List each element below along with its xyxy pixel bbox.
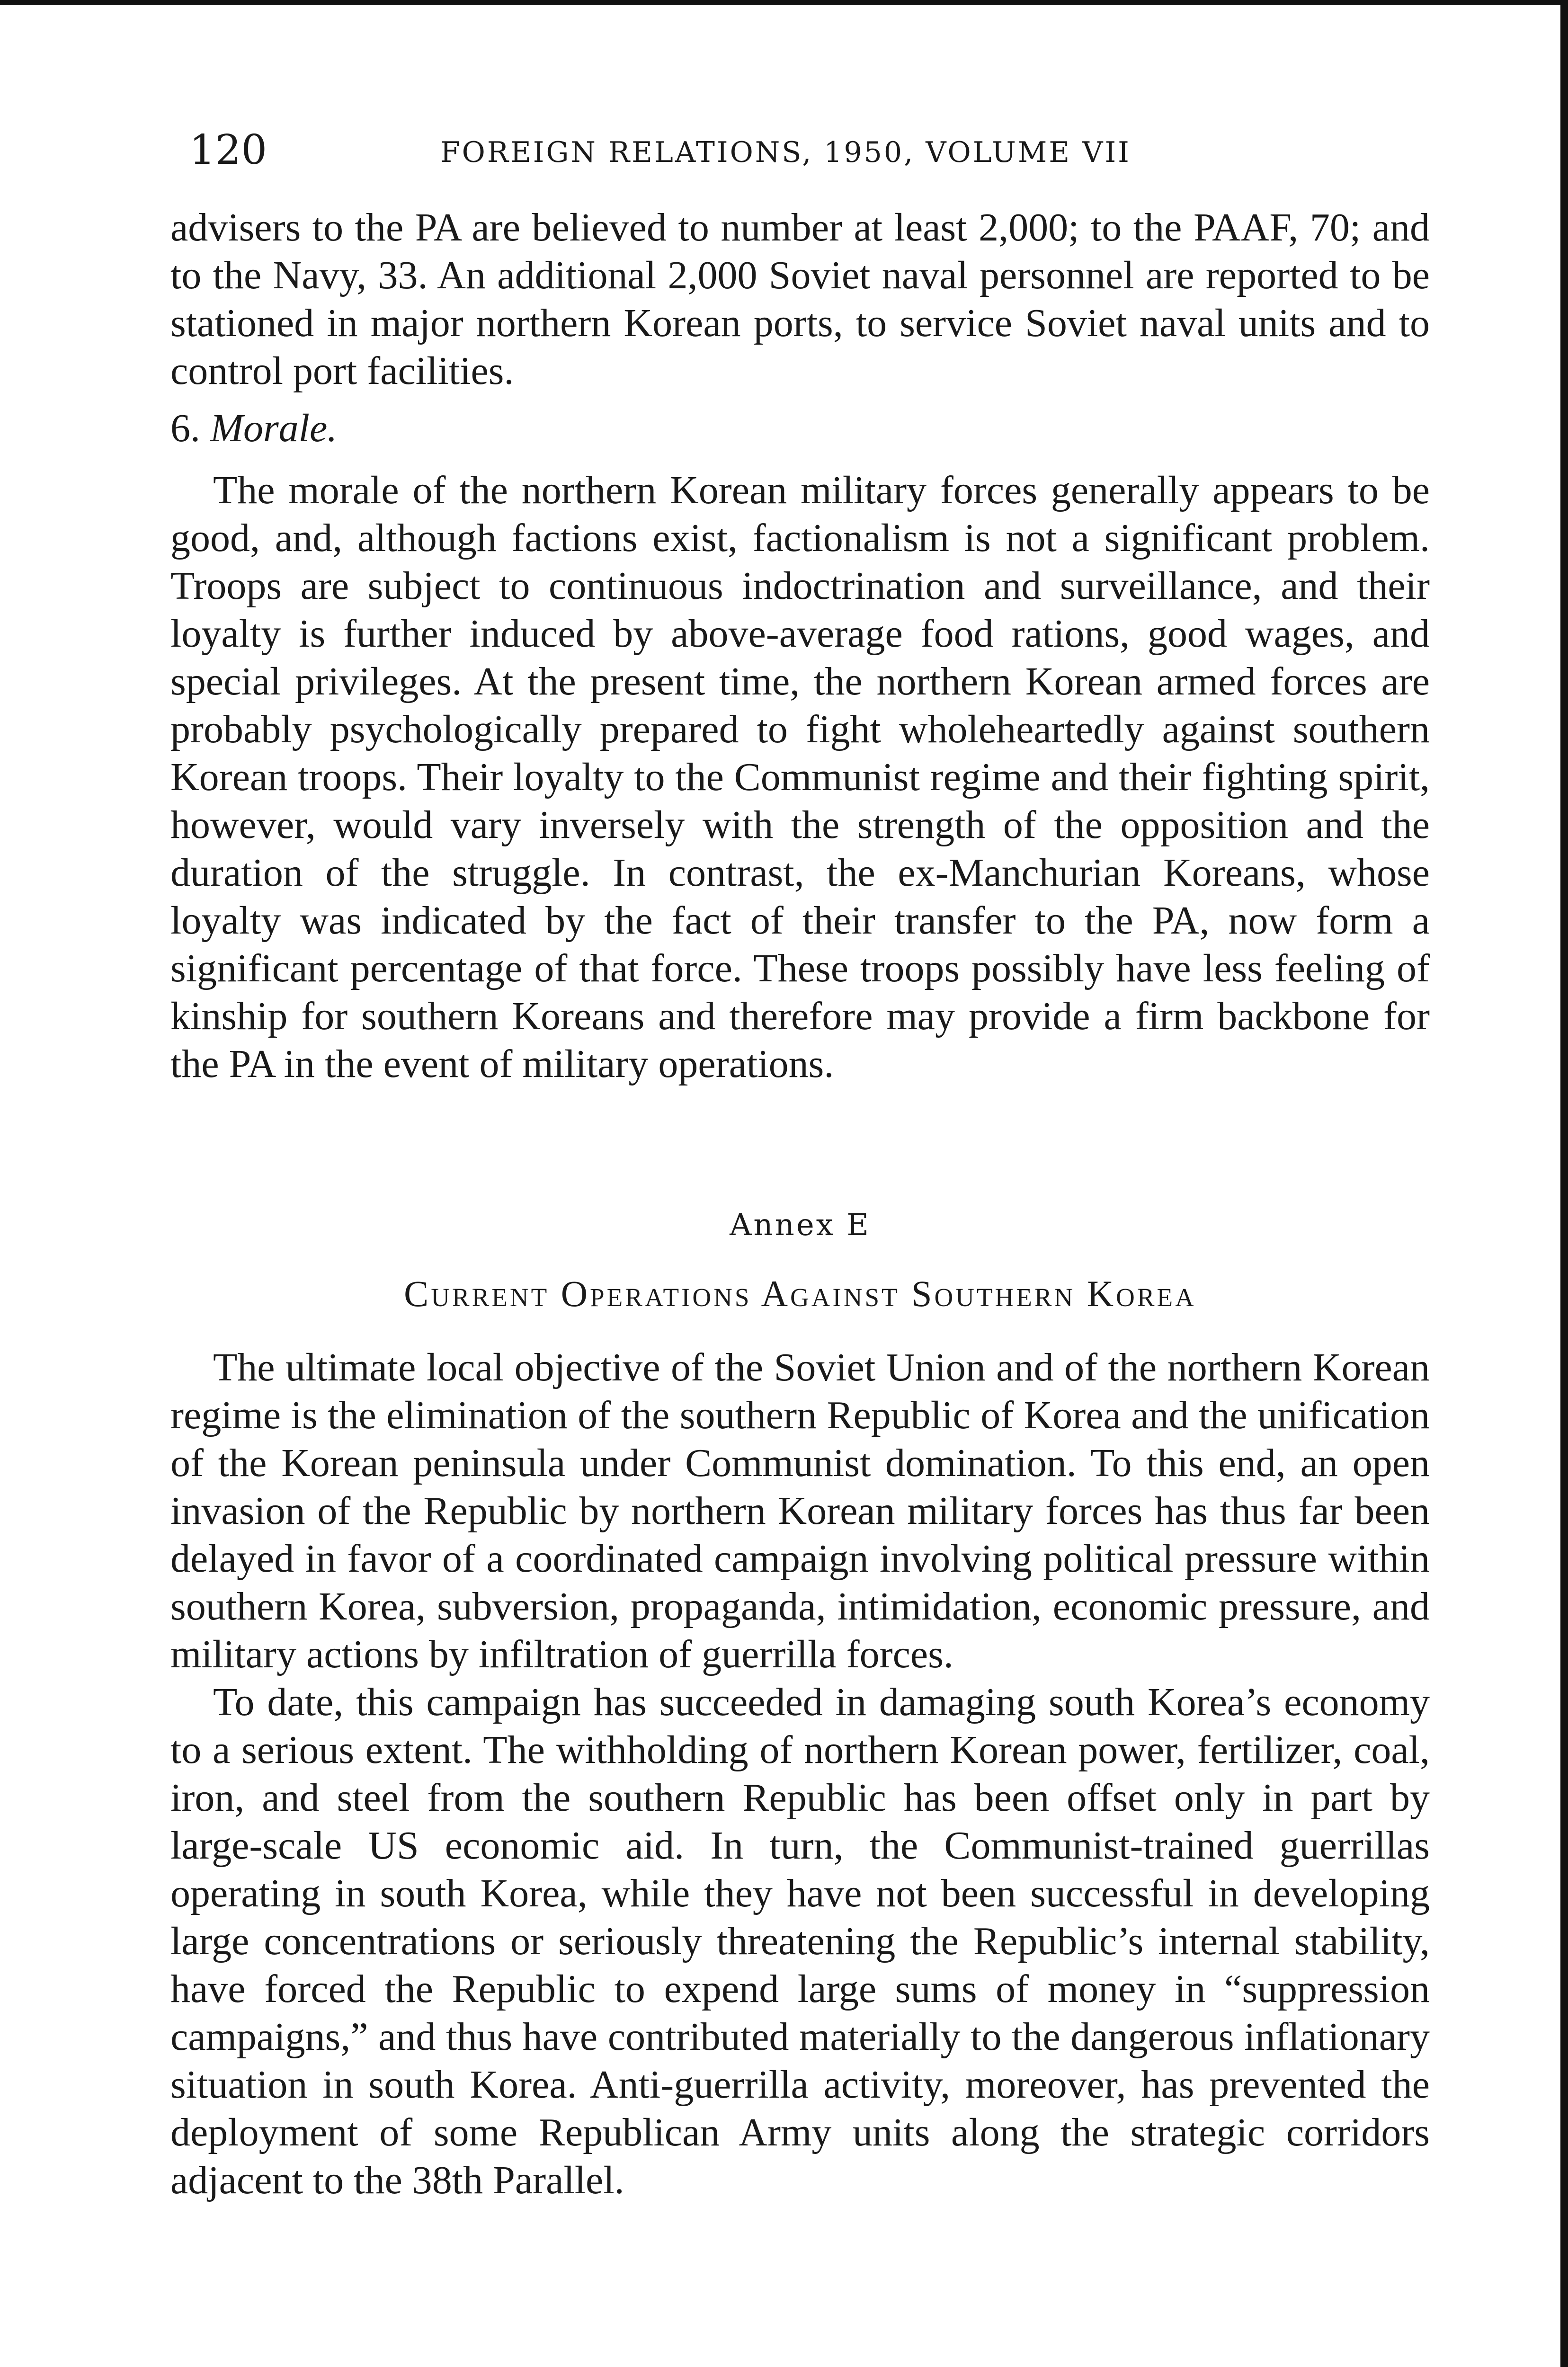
section-number: 6. [170,406,200,450]
page-number: 120 [189,126,267,174]
page-body [170,204,1430,2204]
paragraph-annex-2: To date, this campaign has succeeded in damaging south Korea’s economy to a serious extent. The withholding of northern Korean power, fertilizer, coal, iron, and steel from the southern Republic has been offset only in part by large-scale US economic aid. In turn, the Communist-trained guerrillas operating in south Korea, while they have not been successful in developing large concentrations or seriously threatening the Republic’s internal stability, have forced the Republic to expend large sums of money in “suppression campaigns,” and thus have contributed materially to the dangerous inflationary situation in south Korea. Anti-guerrilla activity, moreover, has prevented the deployment of some Republican Army units along the strategic corridors adjacent to the 38th Parallel. [170,1680,1430,2202]
paragraph-annex-1: The ultimate local objective of the Soviet Union and of the northern Korean regime is the elimination of the southern Republic of Korea and the unification of the Korean peninsula under Communist domination. To this end, an open invasion of the Republic by northern Korean military forces has thus far been delayed in favor of a coordinated campaign involving political pressure within southern Korea, subversion, propaganda, intimidation, economic pressure, and military actions by infiltration of guerrilla forces. [170,1345,1430,1676]
paragraph-morale: The morale of the northern Korean military forces generally appears to be good, and, although factions exist, factionalism is not a significant problem. Troops are subject to continuous indoctrination and surveillance, and their loyalty is further induced by above-average food rations, good wages, and special privileges. At the present time, the northern Korean armed forces are probably psychologically prepared to fight wholeheartedly against southern Korean troops. Their loyalty to the Communist regime and their fighting spirit, however, would vary inversely with the strength of the opposition and the duration of the struggle. In contrast, the ex-Manchurian Koreans, whose loyalty was indicated by the fact of their transfer to the PA, now form a significant percentage of that force. These troops possibly have less feeling of kinship for southern Koreans and therefore may provide a firm backbone for the PA in the event of military operations. [170,468,1430,1086]
page-header [189,124,1430,176]
scan-top-edge [0,0,1568,5]
scan-right-edge [1560,0,1568,2367]
paragraph-continuation: advisers to the PA are believed to number at least 2,000; to the PAAF, 70; and to the Navy, 33. An additional 2,000 Soviet naval personnel are reported to be stationed in major northern Korean ports, to service Soviet naval units and to control port facilities. [170,205,1430,393]
section-heading [170,404,1430,452]
annex-label: Annex E [730,1208,871,1243]
section-title: Morale. [210,406,338,450]
annex-title: Current Operations Against Southern Korea [404,1273,1196,1314]
running-head: FOREIGN RELATIONS, 1950, VOLUME VII [440,136,1131,169]
